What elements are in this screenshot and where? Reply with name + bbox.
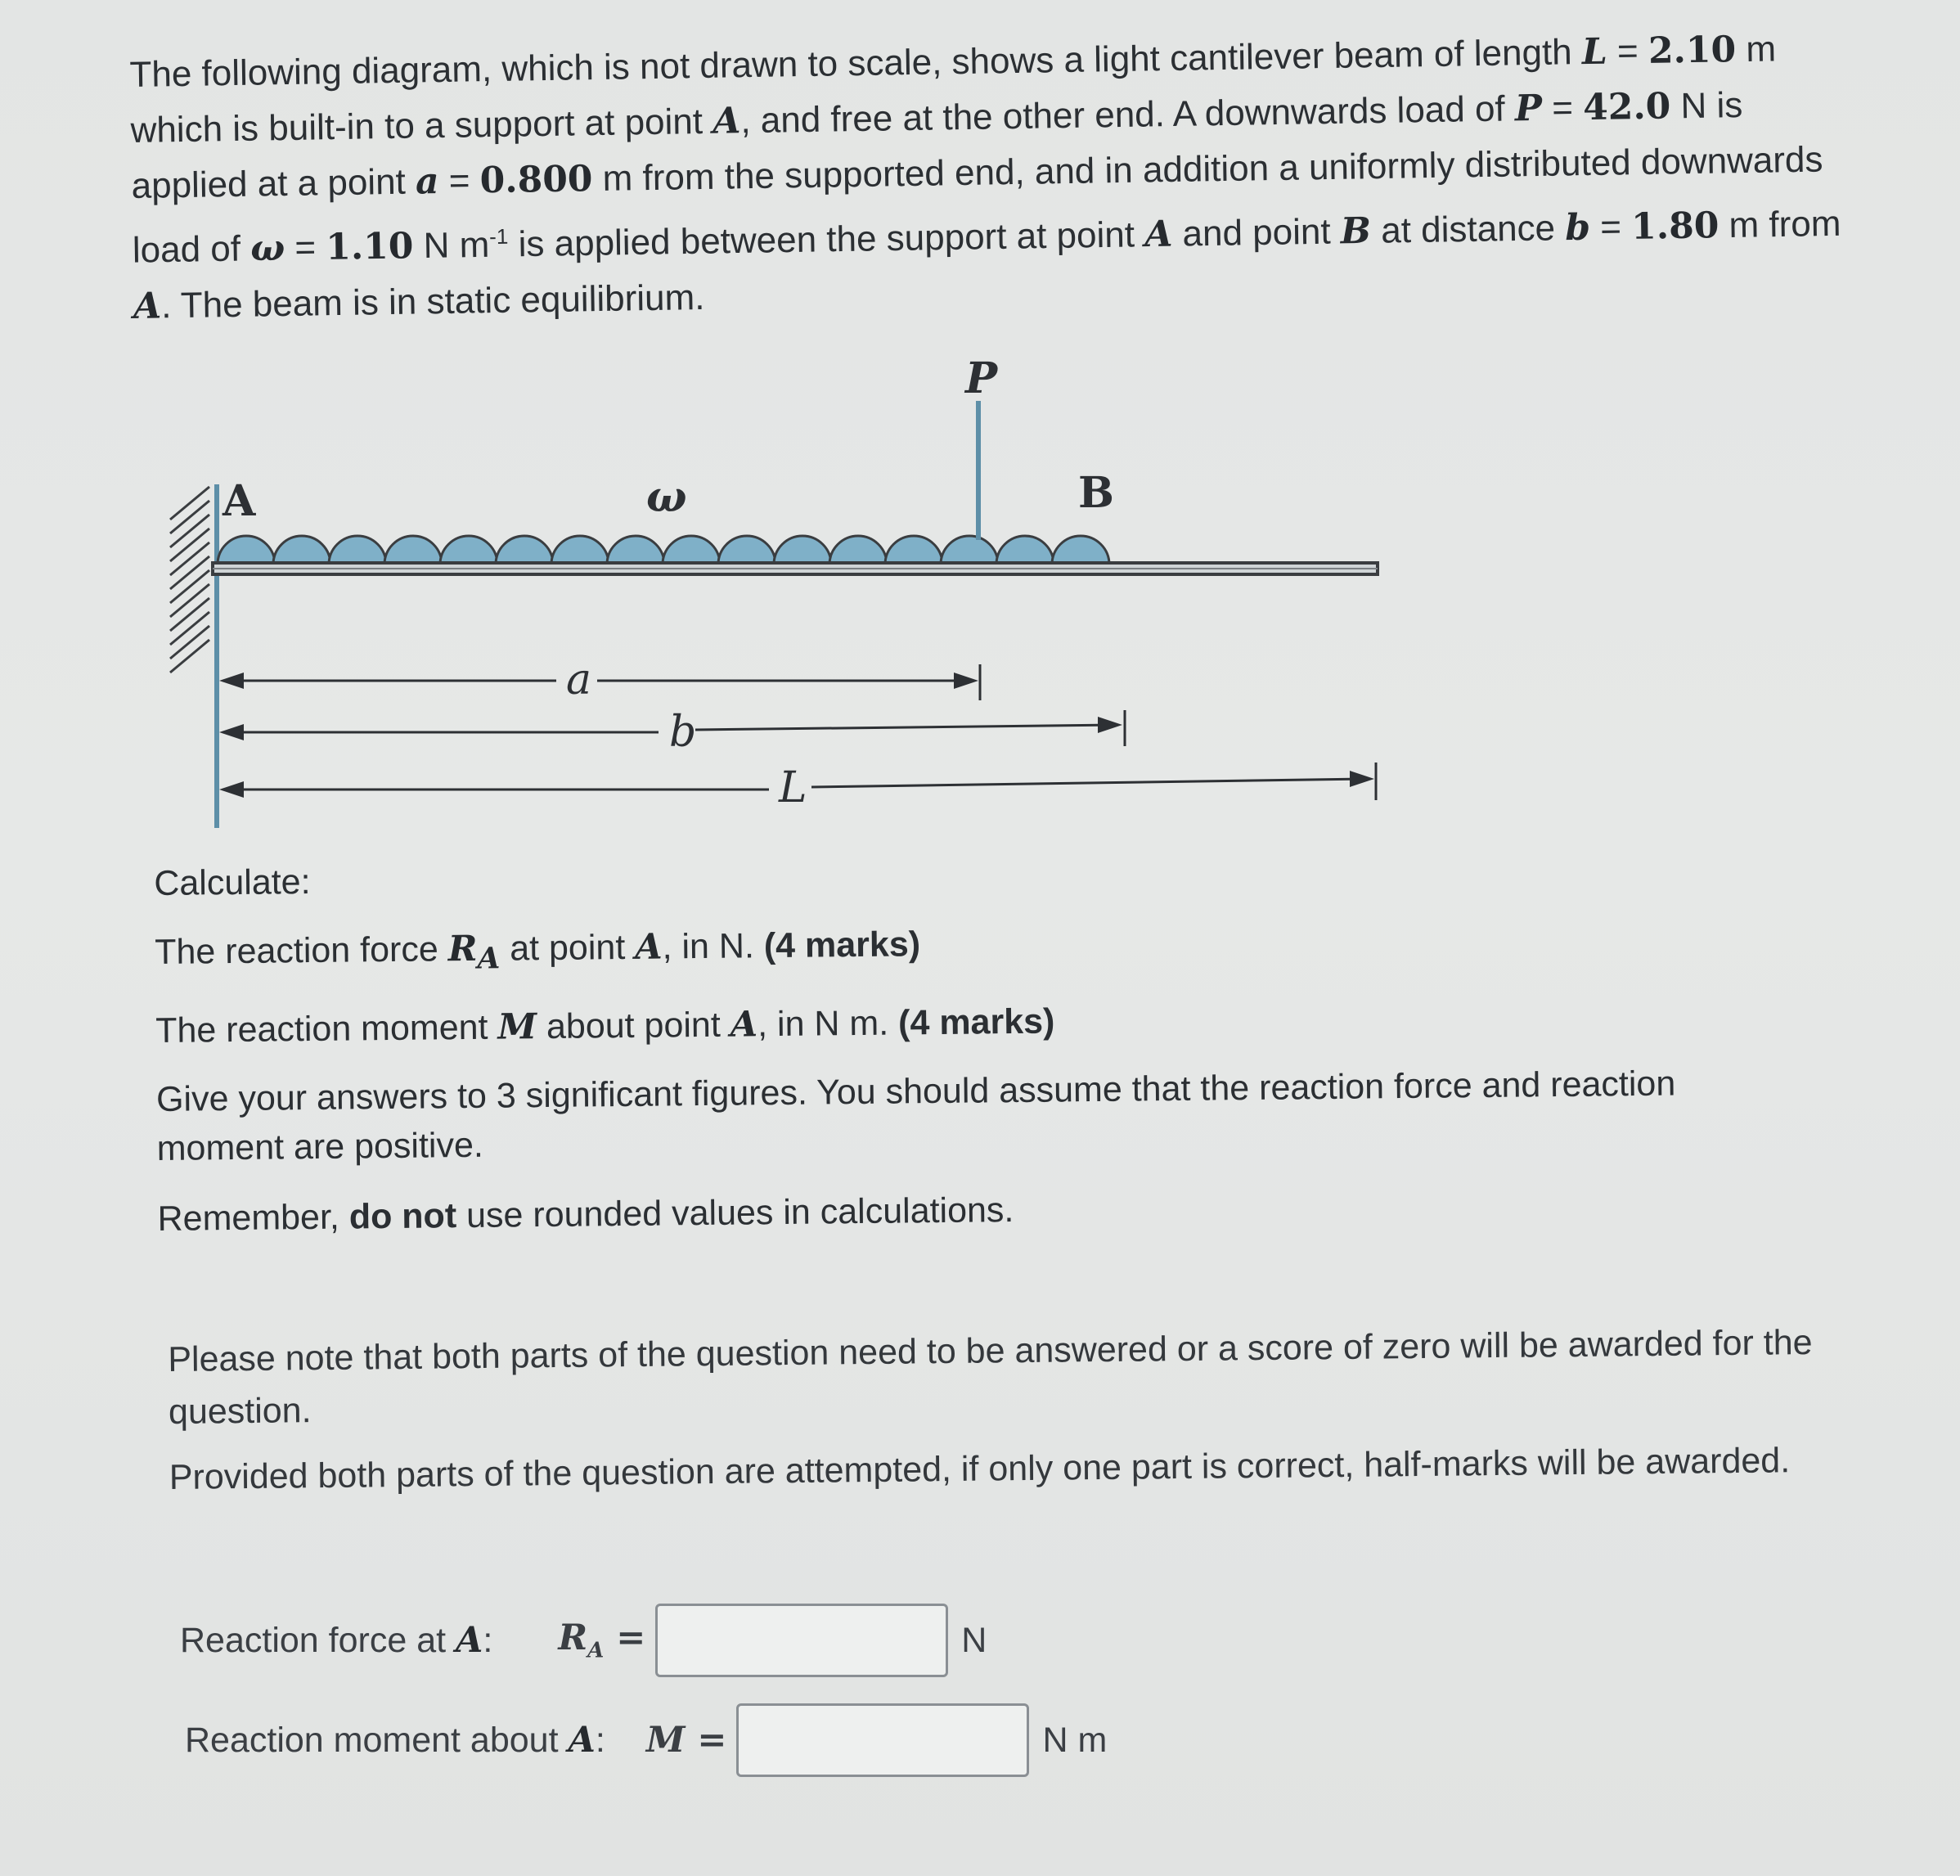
- unit-moment: N m: [1042, 1720, 1108, 1760]
- problem-statement: [129, 20, 1843, 334]
- question-reaction-force: The reaction force $R_A$ at point A, in N. (4 marks): [154, 925, 921, 976]
- rounding-reminder: Remember, do not use rounded values in calculations.: [157, 1190, 1014, 1239]
- problem-paragraph: The following diagram, which is not drawn to scale, shows a light cantilever beam of length L = 2.10 m which is built-in to a support at point A, and free at the other end. A downwards load of P = 42.0 N is applied at a point a = 0.800 m from the supported end, and in addition a uniformly distributed downwards load of ω = 1.10 N $m^{-1}$ is applied between the support at point A and point B at distance b = 1.80 m from A. The beam is in static equilibrium.: [129, 29, 1841, 327]
- note-both-parts: Please note that both parts of the question need to be answered or a score of zero will be awarded for the question.: [168, 1322, 1813, 1432]
- dimension-a: [219, 664, 980, 700]
- answer-symbol-force: $R_A$ =: [558, 1617, 646, 1663]
- cantilever-diagram-svg: [164, 344, 1407, 843]
- beam: [213, 563, 1378, 574]
- unit-force: N: [961, 1620, 987, 1660]
- label-P: P: [965, 353, 998, 403]
- question-reaction-moment: The reaction moment M about point A, in N m. (4 marks): [155, 1001, 1055, 1050]
- answer-row-reaction-force: [180, 1604, 987, 1677]
- note-half-marks: Provided both parts of the question are attempted, if only one part is correct, half-marks will be awarded.: [169, 1441, 1791, 1497]
- significant-figures-note: Give your answers to 3 significant figures. You should assume that the reaction force and reaction moment are positive.: [155, 1064, 1676, 1168]
- answer-label-moment: Reaction moment about A:: [185, 1720, 605, 1761]
- label-L: L: [779, 763, 807, 812]
- answer-section: [180, 1604, 1243, 1800]
- answer-row-reaction-moment: [185, 1703, 1107, 1777]
- answer-symbol-moment: M =: [645, 1720, 727, 1761]
- label-a: a: [566, 655, 592, 704]
- label-B: B: [1078, 468, 1114, 518]
- wall-support-hatching: [170, 487, 209, 673]
- answer-label-force: Reaction force at A:: [180, 1620, 493, 1661]
- marking-note: [168, 1316, 1846, 1504]
- label-A: A: [223, 476, 256, 526]
- cantilever-diagram: [164, 344, 1407, 843]
- question-list: [154, 842, 1794, 1244]
- label-b: b: [669, 708, 697, 757]
- distributed-load: [218, 536, 1109, 565]
- calculate-heading: Calculate:: [154, 862, 311, 903]
- reaction-moment-input[interactable]: [736, 1703, 1029, 1777]
- label-w: ω: [646, 472, 687, 522]
- reaction-force-input[interactable]: [655, 1604, 948, 1677]
